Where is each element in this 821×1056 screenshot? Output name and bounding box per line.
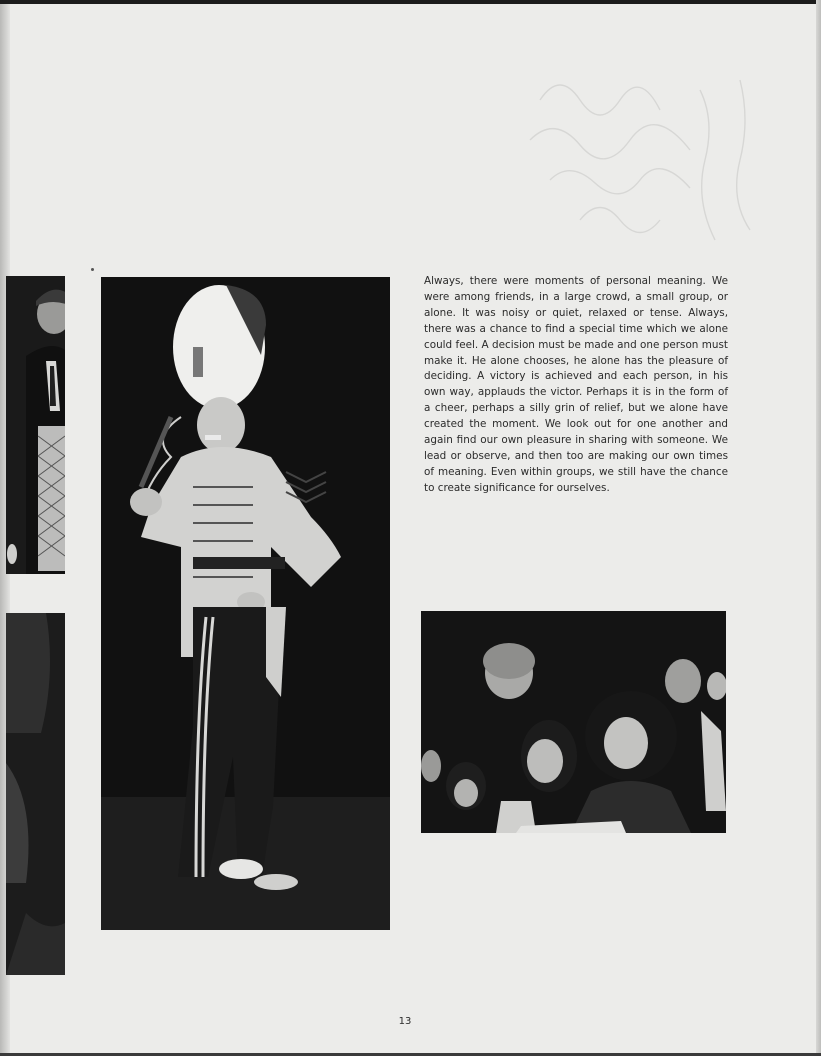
print-speck: [91, 268, 94, 271]
photo-left-top-image: [6, 276, 65, 574]
page-number: 13: [398, 1016, 412, 1027]
show-through-handwriting: [520, 60, 800, 280]
photo-crowd: [421, 611, 726, 833]
body-paragraph: Always, there were moments of personal meaning. We were among friends, in a large crowd, a small group, or alone. It was noisy or quiet, relaxed or tense. Always, there was a chance to find a special time which we alone could feel. A decision must be made and one person must make it. He alone chooses, he alone has the pleasure of deciding. A victory is achieved and each person, in his own way, applauds the victor. Perhaps it is in the form of a cheer, perhaps a silly grin of relief, but we alone have created the moment. We look out for one another and again find our own pleasure in sharing with someone. We lead or observe, and then too are making our own times of meaning. Even within groups, we still have the chance to create significance for ourselves.: [424, 275, 728, 494]
photo-left-bottom-image: [6, 613, 65, 975]
page-right-edge: [816, 0, 821, 1056]
page-top-edge: [0, 0, 821, 4]
photo-left-bottom: [6, 613, 65, 975]
photo-drum-major: [101, 277, 390, 930]
photo-left-top: [6, 276, 65, 574]
crowd-image: [421, 611, 726, 833]
drum-major-image: [101, 277, 390, 930]
